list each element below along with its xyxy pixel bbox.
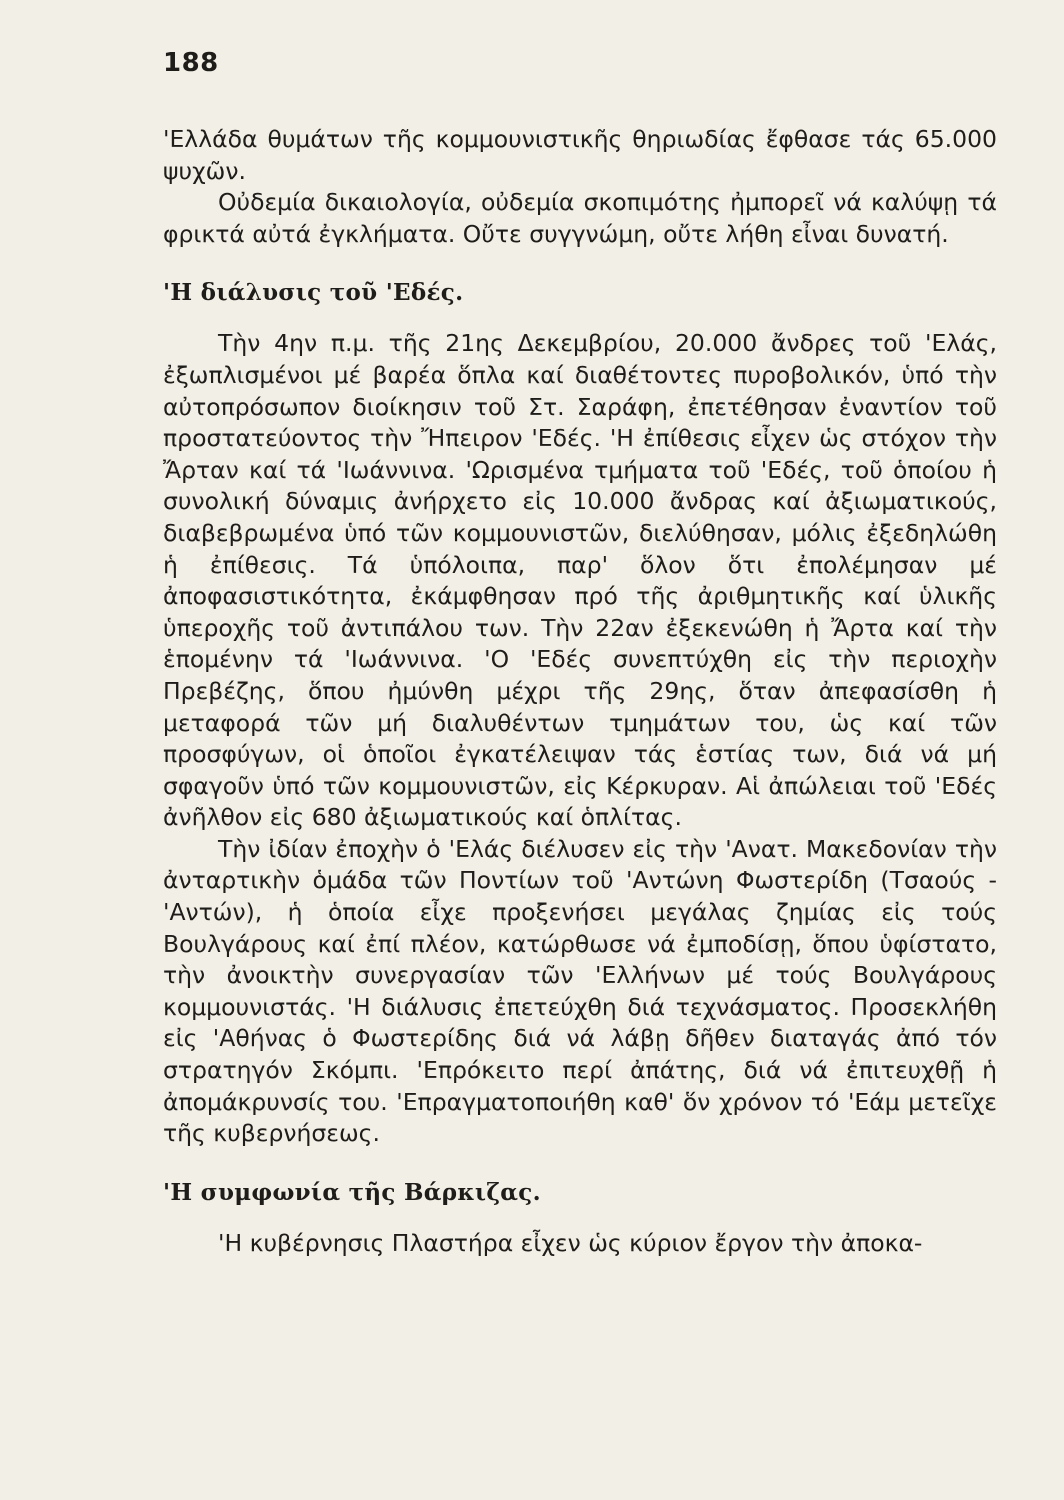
paragraph-elas-attack: Τὴν 4ην π.μ. τῆς 21ης Δεκεμβρίου, 20.000 ἄνδρες τοῦ 'Ελάς, ἐξωπλισμένοι μέ βαρέα ὅπλα καί διαθέτοντες πυροβολικόν, ὑπό τὴν αὐτοπρόσωπον διοίκησιν τοῦ Στ. Σαράφη, ἐπετέθησαν ἐναντίον τοῦ προστατεύοντος τὴν Ἤπειρον 'Εδές. 'Η ἐπίθεσις εἶχεν ὡς στόχον τὴν Ἄρταν καί τά 'Ιωάννινα. 'Ωρισμένα τμήματα τοῦ 'Εδές, τοῦ ὁποίου ἡ συνολική δύναμις ἀνήρχετο εἰς 10.000 ἄνδρας καί ἀξιωματικούς, διαβεβρωμένα ὑπό τῶν κομμουνιστῶν, διελύθησαν, μόλις ἐξεδηλώθη ἡ ἐπίθεσις. Τά ὑπόλοιπα, παρ' ὅλον ὅτι ἐπολέμησαν μέ ἀποφασιστικότητα, ἐκάμφθησαν πρό τῆς ἀριθμητικῆς καί ὑλικῆς ὑπεροχῆς τοῦ ἀντιπάλου των. Τὴν 22αν ἐξεκενώθη ἡ Ἄρτα καί τὴν ἑπομένην τά 'Ιωάννινα. 'Ο 'Εδές συνεπτύχθη εἰς τὴν περιοχὴν Πρεβέζης, ὅπου ἠμύνθη μέχρι τῆς 29ης, ὅταν ἀπεφασίσθη ἡ μεταφορά τῶν μή διαλυθέντων τμημάτων του, ὡς καί τῶν προσφύγων, οἱ ὁποῖοι ἐγκατέλειψαν τάς ἑστίας των, διά νά μή σφαγοῦν ὑπό τῶν κομμουνιστῶν, εἰς Κέρκυραν. Αἱ ἀπώλειαι τοῦ 'Εδές ἀνῆλθον εἰς 680 ἀξιωματικούς καί ὁπλίτας. [163,329,997,832]
paragraph-fosteridis: Τὴν ἰδίαν ἐποχὴν ὁ 'Ελάς διέλυσεν εἰς τὴν 'Ανατ. Μακεδονίαν τὴν ἀνταρτικὴν ὁμάδα τῶν Ποντίων τοῦ 'Αντώνη Φωστερίδη (Τσαούς - 'Αντών), ἡ ὁποία εἶχε προξενήσει μεγάλας ζημίας εἰς τούς Βουλγάρους καί ἐπί πλέον, κατώρθωσε νά ἐμποδίσῃ, ὅπου ὑφίστατο, τὴν ἀνοικτὴν συνεργασίαν τῶν 'Ελλήνων μέ τούς Βουλγάρους κομμουνιστάς. 'Η διάλυσις ἐπετεύχθη διά τεχνάσματος. Προσεκλήθη εἰς 'Αθήνας ὁ Φωστερίδης διά νά λάβῃ δῆθεν διαταγάς ἀπό τόν στρατηγόν Σκόμπι. 'Επρόκειτο περί ἀπάτης, διά νά ἐπιτευχθῇ ἡ ἀπομάκρυνσίς του. 'Επραγματοποιήθη καθ' ὅν χρόνον τό 'Εάμ μετεῖχε τῆς κυβερνήσεως. [163,834,997,1148]
body-text [163,124,997,1259]
paragraph-intro-victims: 'Ελλάδα θυμάτων τῆς κομμουνιστικῆς θηριωδίας ἔφθασε τάς 65.000 ψυχῶν. [163,125,997,185]
section-heading-edes-dissolution: 'Η διάλυσις τοῦ 'Εδές. [163,279,464,307]
paragraph-no-justification: Οὐδεμία δικαιολογία, οὐδεμία σκοπιμότης ἠμπορεῖ νά καλύψῃ τά φρικτά αὐτά ἐγκλήματα. Οὔτε συγγνώμη, οὔτε λήθη εἶναι δυνατή. [163,188,997,248]
paragraph-plastiras-government: 'Η κυβέρνησις Πλαστήρα εἶχεν ὡς κύριον ἔργον τὴν ἀποκα- [218,1228,923,1257]
section-heading-varkiza-agreement: 'Η συμφωνία τῆς Βάρκιζας. [163,1178,541,1206]
page-number: 188 [163,48,219,78]
